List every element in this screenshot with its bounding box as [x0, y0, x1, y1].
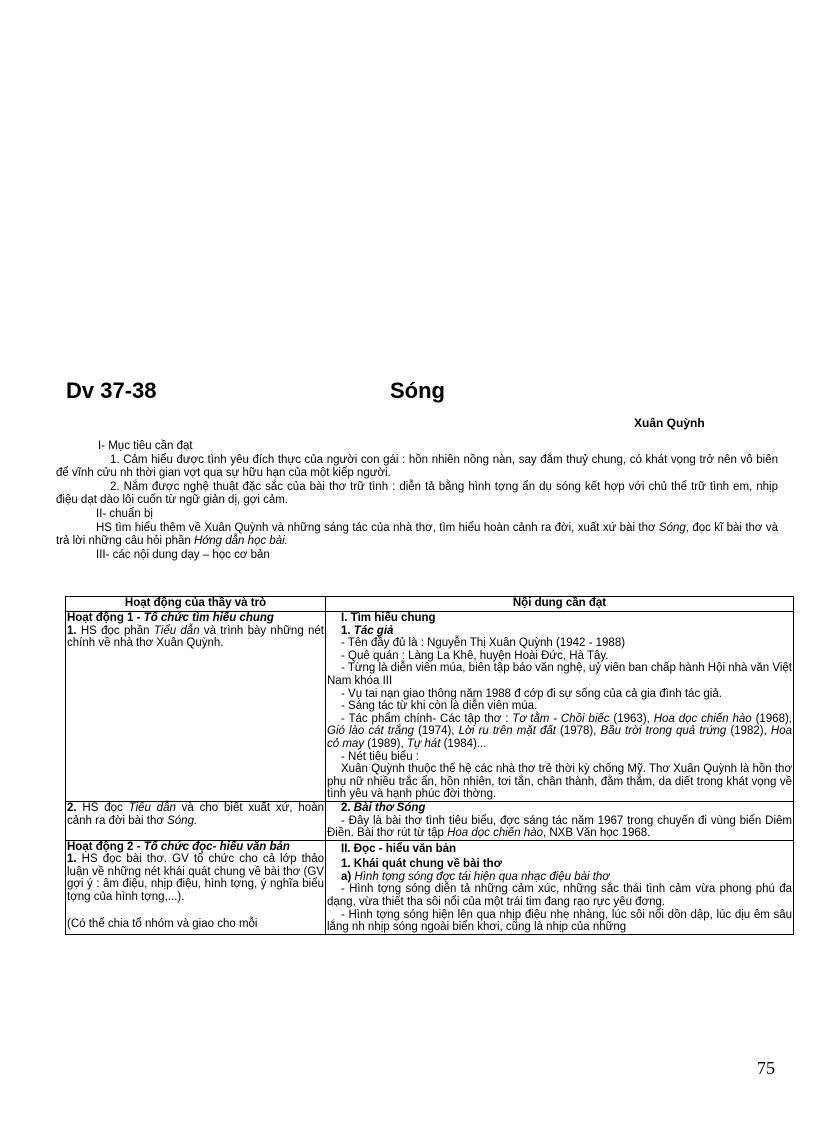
author-name: Xuân Quỳnh — [634, 416, 705, 430]
table-row — [66, 612, 794, 802]
prep-heading: II- chuẩn bị — [96, 507, 153, 520]
goal-2: 2. Nắm được nghệ thuật đặc sắc của bài thơ trữ tình : diễn tả bằng hình tợng ẩn dụ sóng kết hợp với chủ thể trữ tình em, nhịp điệu dạt dào lôi cuốn từ ngữ giản dị, gợi cảm. — [56, 480, 778, 507]
intro-section — [56, 440, 778, 562]
content-heading: III- các nội dung dạy – học cơ bản — [96, 548, 270, 561]
col-header-content: Nội dung cần đạt — [326, 597, 794, 612]
table-row — [66, 840, 794, 934]
activity-cell: 2. HS đọc Tiểu dẫn và cho biết xuất xứ, hoàn cảnh ra đời bài thơ Sóng. — [66, 801, 326, 840]
table-row — [66, 801, 794, 840]
activity-cell: Hoạt động 2 - Tổ chức đọc- hiểu văn bản 1. HS đọc bài thơ. GV tổ chức cho cả lớp thảo luận về những nét khái quát chung về bài thơ (GV gợi ý : âm điệu, nhịp điệu, hình tợng, ý nghĩa biểu tợng của hình tợng,...). (Có thể chia tổ nhóm và giao cho mỗi — [66, 840, 326, 934]
lesson-table — [65, 596, 794, 935]
activity-cell: Hoạt động 1 - Tổ chức tìm hiểu chung 1. HS đọc phần Tiểu dẫn và trình bày những nét chính về nhà thơ Xuân Quỳnh. — [66, 612, 326, 802]
table-header-row — [66, 597, 794, 612]
content-cell: II. Đọc - hiểu văn bản 1. Khái quát chung về bài thơ a) Hình tợng sóng đợc tái hiện qua nhạc điệu bài thơ - Hình tợng sóng diễn tả những cảm xúc, những sắc thái tình cảm vừa phong phú đa dạng, vừa thiết tha sôi nổi của một trái tim đang rạo rực yêu đơng. - Hình tợng sóng hiện lên qua nhịp điệu nhẹ nhàng, lúc sôi nổi dồn dập, lúc dịu êm sâu lắng nh nhịp sóng ngoài biển khơi, cũng là nhịp của những — [326, 840, 794, 934]
goal-1: 1. Cảm hiểu được tình yêu đích thực của người con gái : hồn nhiên nồng nàn, say đắm thuỷ chung, có khát vọng trở nên vô biên để vĩnh cửu nh thời gian vợt qua sự hữu hạn của một kiếp người. — [56, 453, 778, 480]
content-cell: I. Tìm hiểu chung 1. Tác giả - Tên đầy đủ là : Nguyễn Thị Xuân Quỳnh (1942 - 1988) - Quê quán : Làng La Khê, huyện Hoài Đức, Hà Tây. - Từng là diễn viên múa, biên tập báo văn nghệ, uỷ viên ban chấp hành Hội nhà văn Việt Nam khóa III - Vụ tai nạn giao thông năm 1988 đ cớp đi sự sống của cả gia đình tác giả. - Sáng tác từ khi còn là diễn viên múa. - Tác phẩm chính- Các tập thơ : Tơ tằm - Chồi biếc (1963), Hoa dọc chiến hào (1968), Gió lào cát trắng (1974), Lời ru trên mặt đất (1978), Bầu trời trong quả trứng (1982), Hoa cỏ may (1989), Tự hát (1984)... - Nét tiêu biểu : Xuân Quỳnh thuộc thế hệ các nhà thơ trẻ thời kỳ chống Mỹ. Thơ Xuân Quỳnh là hồn thơ phụ nữ nhiều trắc ẩn, hồn nhiên, tơi tắn, chân thành, đằm thắm, da diết trong khát vọng về tình yêu và hạnh phúc đời thờng. — [327, 612, 793, 801]
content-cell: 2. Bài thơ Sóng - Đây là bài thơ tình tiêu biểu, đợc sáng tác năm 1967 trong chuyến đi vùng biển Diêm Điền. Bài thơ rút từ tập Hoa dọc chiến hào, NXB Văn học 1968. — [327, 801, 792, 840]
page-number: 75 — [757, 1058, 775, 1078]
col-header-activities: Hoạt động của thầy và trò — [66, 597, 326, 612]
prep-text: HS tìm hiểu thêm về Xuân Quỳnh và những sáng tác của nhà thơ, tìm hiểu hoàn cảnh ra đời, xuất xứ bài thơ Sóng, đọc kĩ bài thơ và trả lời những câu hỏi phần Hớng dẫn học bài. — [56, 521, 779, 548]
goals-heading: I- Mục tiêu cần đạt — [98, 440, 193, 452]
lesson-code: Dv 37-38 — [66, 378, 157, 403]
poem-title: Sóng — [390, 378, 445, 403]
